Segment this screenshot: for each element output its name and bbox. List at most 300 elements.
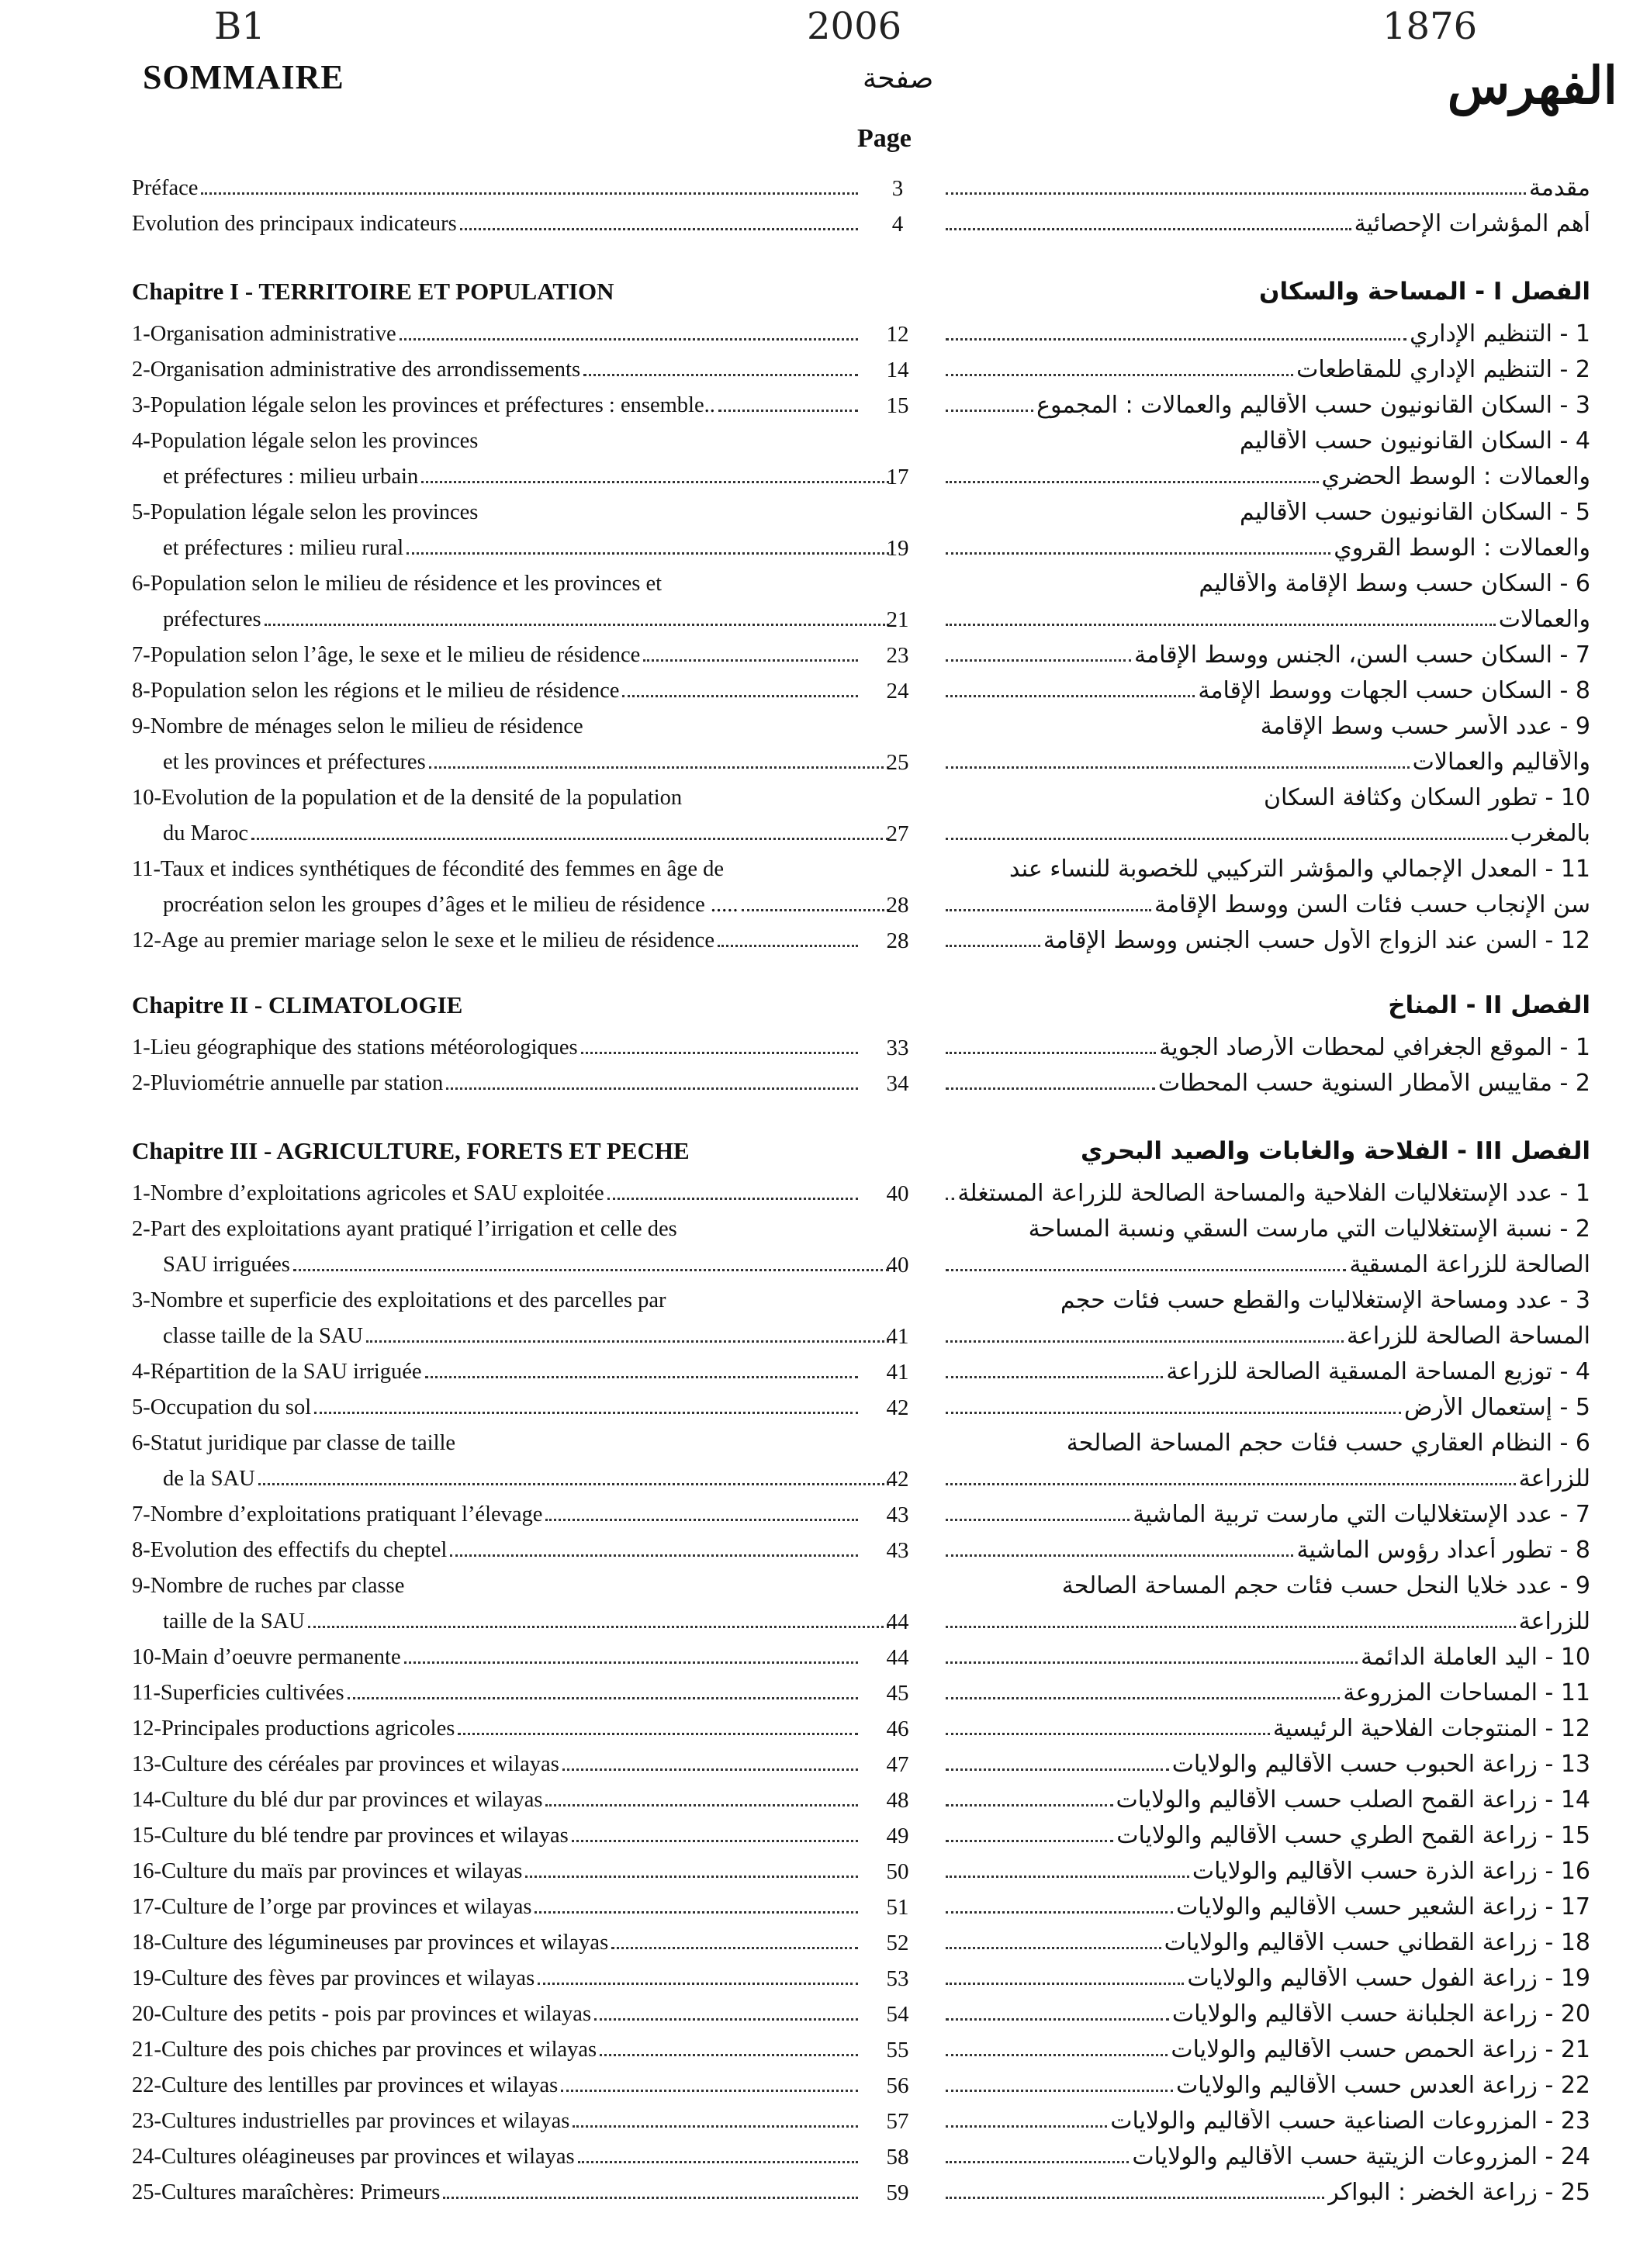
toc-entry-ch3-15-fr-line1-text: 15-Culture du blé tendre par provinces et wilayas <box>132 1824 569 1848</box>
toc-entry-ch3-3-ar-line2 <box>943 1314 1621 1350</box>
dot-leader <box>742 909 889 911</box>
toc-entry-ch3-17-ar-line1 <box>943 1885 1590 1921</box>
dot-leader <box>293 1269 889 1271</box>
dot-leader <box>946 1804 1113 1806</box>
toc-entry-ch3-5-fr-line1 <box>132 1385 861 1421</box>
toc-entry-ch3-2-fr-line2 <box>132 1243 892 1278</box>
toc-entry-ch1-4-ar-line1-text: 4 - السكان القانونيون حسب الأقاليم <box>1240 427 1590 455</box>
page-number: 28 <box>886 928 909 953</box>
toc-entry-ch3-14-fr-line1 <box>132 1778 861 1813</box>
dot-leader <box>946 695 1195 697</box>
toc-entry-ch3-22-fr-line1-text: 22-Culture des lentilles par provinces et wilayas <box>132 2073 559 2098</box>
toc-entry-ch3-23-ar-line1 <box>943 2099 1590 2135</box>
toc-entry-ch1-6-ar-line2 <box>943 597 1621 633</box>
toc-entry-ch3-1-fr-line1 <box>132 1171 861 1207</box>
dot-leader <box>265 624 889 626</box>
toc-entry-ch1-9-fr-line2 <box>132 740 892 776</box>
toc-entry-ch3-24-ar-line1 <box>943 2135 1590 2170</box>
toc-entry-ch1-6-fr-line1 <box>132 562 861 597</box>
toc-entry-ch1-5-ar-line1 <box>943 490 1590 526</box>
toc-entry-ch1-11-ar-line1-text: 11 - المعدل الإجمالي والمؤشر التركيبي للخصوبة للنساء عند <box>1009 856 1590 883</box>
toc-entry-ch3-14-ar-line1-text: 14 - زراعة القمح الصلب حسب الأقاليم والولايات <box>1116 1786 1590 1813</box>
dot-leader <box>308 1626 889 1628</box>
toc-entry-ch3-2-fr-line1-text: 2-Part des exploitations ayant pratiqué l’irrigation et celle des <box>132 1217 677 1242</box>
toc-entry-ch1-6-ar-line2-text: والعمالات <box>1498 606 1590 633</box>
page-number: 19 <box>886 536 909 561</box>
toc-entry-ch3-12-ar-line1-text: 12 - المنتوجات الفلاحية الرئيسية <box>1272 1715 1590 1742</box>
toc-entry-ch3-23-fr-line1 <box>132 2099 861 2135</box>
toc-entry-ch1-11-fr-line2-text: procréation selon les groupes d’âges et le milieu de résidence ..... <box>163 893 739 918</box>
toc-entry-ch3-23-fr-line1-text: 23-Cultures industrielles par provinces et wilayas <box>132 2109 570 2134</box>
page-number: 54 <box>886 2002 909 2027</box>
toc-entry-ch1-7-ar-line1-text: 7 - السكان حسب السن، الجنس ووسط الإقامة <box>1134 641 1590 669</box>
chapter-title-fr-3: Chapitre III - AGRICULTURE, FORETS ET PECHE <box>132 1137 690 1164</box>
toc-entry-ch3-25-fr-line1 <box>132 2170 861 2206</box>
toc-entry-ch3-16-fr-line1 <box>132 1849 861 1885</box>
toc-entry-ch2-1-ar-line1 <box>943 1025 1590 1061</box>
toc-entry-ch3-9-fr-line1 <box>132 1564 861 1599</box>
toc-entry-ch1-9-ar-line1-text: 9 - عدد الأسر حسب وسط الإقامة <box>1260 713 1590 740</box>
toc-entry-ch3-19-fr-line1-text: 19-Culture des fèves par provinces et wilayas <box>132 1966 535 1991</box>
toc-entry-ch1-6-ar-line1-text: 6 - السكان حسب وسط الإقامة والأقاليم <box>1199 570 1590 597</box>
toc-entry-ch3-16-ar-line1 <box>943 1849 1590 1885</box>
page-number: 55 <box>886 2038 909 2062</box>
toc-entry-ch2-2-fr-line1 <box>132 1061 861 1097</box>
toc-entry-ch1-9-fr-line1-text: 9-Nombre de ménages selon le milieu de résidence <box>132 714 583 739</box>
toc-entry-ch3-4-fr-line1 <box>132 1350 861 1385</box>
page-number: 40 <box>886 1181 909 1206</box>
dot-leader <box>538 1983 858 1985</box>
dot-leader <box>201 192 858 195</box>
toc-entry-ch1-6-fr-line1-text: 6-Population selon le milieu de résidence et les provinces et <box>132 572 663 596</box>
handwritten-note-right: 1876 <box>1382 5 1478 48</box>
toc-entry-ch3-8-ar-line1-text: 8 - تطور أعداد رؤوس الماشية <box>1296 1537 1590 1564</box>
dot-leader <box>946 1911 1173 1914</box>
toc-entry-ch3-17-ar-line1-text: 17 - زراعة الشعير حسب الأقاليم والولايات <box>1176 1893 1590 1921</box>
toc-entry-ch3-11-fr-line1-text: 11-Superficies cultivées <box>132 1681 344 1706</box>
dot-leader <box>946 1052 1156 1054</box>
dot-leader <box>946 1412 1401 1414</box>
toc-entry-ch3-13-fr-line1-text: 13-Culture des céréales par provinces et wilayas <box>132 1752 559 1777</box>
toc-entry-ch3-5-ar-line1 <box>943 1385 1590 1421</box>
toc-entry-ch1-2-fr-line1-text: 2-Organisation administrative des arrondissements <box>132 358 581 382</box>
page-number: 27 <box>886 821 909 846</box>
dot-leader <box>460 228 858 230</box>
toc-entry-ch2-2-ar-line1 <box>943 1061 1590 1097</box>
toc-entry-ch3-9-ar-line1-text: 9 - عدد خلايا النحل حسب فئات حجم المساحة الصالحة <box>1061 1572 1590 1599</box>
toc-entry-ch3-22-ar-line1 <box>943 2063 1590 2099</box>
dot-leader <box>946 1768 1169 1771</box>
toc-entry-ch3-24-fr-line1-text: 24-Cultures oléagineuses par provinces et wilayas <box>132 2145 575 2169</box>
dot-leader <box>946 1483 1516 1485</box>
toc-entry-ch1-8-ar-line1-text: 8 - السكان حسب الجهات ووسط الإقامة <box>1198 677 1590 704</box>
toc-entry-ch1-11-fr-line1-text: 11-Taux et indices synthétiques de fécondité des femmes en âge de <box>132 857 725 882</box>
toc-entry-ch1-3-ar-line1 <box>943 383 1590 419</box>
toc-entry-ch1-7-fr-line1 <box>132 633 861 669</box>
toc-entry-ch3-3-fr-line2-text: classe taille de la SAU <box>163 1324 364 1349</box>
toc-entry-ch3-11-fr-line1 <box>132 1671 861 1706</box>
toc-entry-ch1-11-ar-line1 <box>943 847 1590 883</box>
dot-leader <box>443 2197 858 2199</box>
dot-leader <box>946 2125 1107 2128</box>
handwritten-note-year: 2006 <box>807 5 902 48</box>
toc-entry-ch3-6-ar-line2 <box>943 1457 1621 1492</box>
toc-entry-ch3-4-ar-line1-text: 4 - توزيع المساحة المسقية الصالحة للزراعة <box>1166 1358 1590 1385</box>
toc-entry-intro-1-text: Préface <box>132 176 199 201</box>
toc-entry-ch3-6-ar-line1-text: 6 - النظام العقاري حسب فئات حجم المساحة الصالحة <box>1066 1430 1590 1457</box>
dot-leader <box>600 2054 858 2056</box>
toc-entry-ch3-6-ar-line1 <box>943 1421 1590 1457</box>
dot-leader <box>946 1269 1346 1271</box>
toc-entry-ch1-1-fr-line1-text: 1-Organisation administrative <box>132 322 396 347</box>
dot-leader <box>407 552 889 555</box>
toc-entry-ch3-5-fr-line1-text: 5-Occupation du sol <box>132 1395 312 1420</box>
page-number: 51 <box>886 1895 909 1920</box>
dot-leader <box>946 374 1293 376</box>
dot-leader <box>946 1733 1270 1735</box>
toc-entry-ch3-4-ar-line1 <box>943 1350 1590 1385</box>
page-number: 42 <box>886 1467 909 1492</box>
toc-entry-ch1-10-ar-line1-text: 10 - تطور السكان وكثافة السكان <box>1264 784 1590 811</box>
dot-leader <box>946 1554 1293 1557</box>
toc-entry-ch3-7-fr-line1 <box>132 1492 861 1528</box>
toc-entry-ch3-14-ar-line1 <box>943 1778 1590 1813</box>
toc-entry-ch1-2-ar-line1 <box>943 347 1590 383</box>
toc-entry-ch3-14-fr-line1-text: 14-Culture du blé dur par provinces et wilayas <box>132 1788 543 1813</box>
dot-leader <box>258 1483 889 1485</box>
toc-entry-ch3-6-ar-line2-text: للزراعة <box>1518 1465 1590 1492</box>
page-number: 46 <box>886 1717 909 1741</box>
toc-entry-ch3-12-fr-line1 <box>132 1706 861 1742</box>
dot-leader <box>946 766 1410 769</box>
page-number: 14 <box>886 358 909 382</box>
toc-entry-ch3-9-ar-line1 <box>943 1564 1590 1599</box>
dot-leader <box>366 1340 889 1343</box>
dot-leader <box>425 1376 858 1378</box>
toc-entry-ch3-10-ar-line1 <box>943 1635 1590 1671</box>
dot-leader <box>525 1876 858 1878</box>
dot-leader <box>946 1626 1516 1628</box>
title-arabic: الفهرس <box>1447 58 1617 115</box>
toc-entry-ch1-9-ar-line2-text: والأقاليم والعمالات <box>1412 749 1590 776</box>
toc-entry-ch3-8-fr-line1-text: 8-Evolution des effectifs du cheptel <box>132 1538 448 1563</box>
toc-entry-ch2-1-ar-line1-text: 1 - الموقع الجغرافي لمحطات الأرصاد الجوية <box>1159 1034 1590 1061</box>
page-number: 23 <box>886 643 909 668</box>
toc-entry-ch1-10-fr-line2 <box>132 811 892 847</box>
toc-entry-ch1-3-fr-line1 <box>132 383 861 419</box>
page-number: 3 <box>891 176 904 201</box>
dot-leader <box>594 2018 858 2021</box>
toc-entry-ch3-17-fr-line1 <box>132 1885 861 1921</box>
toc-entry-ch3-15-ar-line1-text: 15 - زراعة القمح الطري حسب الأقاليم والولايات <box>1116 1822 1590 1849</box>
toc-entry-ch3-19-ar-line1 <box>943 1956 1590 1992</box>
toc-entry-ch1-12-fr-line1-text: 12-Age au premier mariage selon le sexe et le milieu de résidence <box>132 928 714 953</box>
dot-leader <box>611 1947 858 1949</box>
dot-leader <box>450 1554 858 1557</box>
toc-entry-ch3-6-fr-line1-text: 6-Statut juridique par classe de taille <box>132 1431 456 1456</box>
toc-entry-ch1-11-ar-line2 <box>943 883 1621 918</box>
toc-entry-ch3-18-ar-line1 <box>943 1921 1590 1956</box>
dot-leader <box>946 552 1330 555</box>
toc-entry-intro-2-text: Evolution des principaux indicateurs <box>132 212 457 237</box>
page-number: 47 <box>886 1752 909 1777</box>
toc-entry-ch3-9-fr-line2 <box>132 1599 892 1635</box>
page-number: 49 <box>886 1824 909 1848</box>
dot-leader <box>429 766 889 769</box>
dot-leader <box>545 1804 858 1806</box>
toc-entry-ch1-10-ar-line1 <box>943 776 1590 811</box>
page-number: 21 <box>886 607 909 632</box>
toc-entry-ch1-5-fr-line2-text: et préfectures : milieu rural <box>163 536 404 561</box>
toc-entry-ch1-4-fr-line1-text: 4-Population légale selon les provinces <box>132 429 479 454</box>
page-number: 48 <box>886 1788 909 1813</box>
toc-entry-ch1-10-fr-line2-text: du Maroc <box>163 821 249 846</box>
dot-leader <box>946 1840 1113 1842</box>
toc-entry-ch3-6-fr-line2-text: de la SAU <box>163 1467 255 1492</box>
toc-entry-ch1-5-fr-line2 <box>132 526 892 562</box>
toc-entry-ch3-9-fr-line1-text: 9-Nombre de ruches par classe <box>132 1574 405 1599</box>
dot-leader <box>545 1519 858 1521</box>
toc-entry-ch3-2-fr-line2-text: SAU irriguées <box>163 1253 290 1277</box>
dot-leader <box>404 1661 858 1664</box>
toc-entry-ch3-21-fr-line1-text: 21-Culture des pois chiches par provinces et wilayas <box>132 2038 597 2062</box>
toc-entry-ch3-3-ar-line1 <box>943 1278 1590 1314</box>
page-number: 41 <box>886 1324 909 1349</box>
toc-entry-ch3-2-ar-line1 <box>943 1207 1590 1243</box>
dot-leader <box>421 481 889 483</box>
toc-entry-ch3-12-ar-line1 <box>943 1706 1590 1742</box>
toc-entry-ch3-7-ar-line1 <box>943 1492 1590 1528</box>
toc-entry-ch1-5-ar-line2-text: والعمالات : الوسط القروي <box>1334 534 1590 562</box>
toc-entry-ch3-18-fr-line1 <box>132 1921 861 1956</box>
toc-entry-ch3-21-ar-line1 <box>943 2028 1590 2063</box>
toc-entry-ch3-13-ar-line1 <box>943 1742 1590 1778</box>
toc-entry-ch3-17-fr-line1-text: 17-Culture de l’orge par provinces et wilayas <box>132 1895 532 1920</box>
toc-entry-ch1-3-fr-line1-text: 3-Population légale selon les provinces et préfectures : ensemble.. <box>132 393 715 418</box>
toc-entry-ch2-2-fr-line1-text: 2-Pluviométrie annuelle par station <box>132 1071 444 1096</box>
toc-entry-ch1-8-fr-line1 <box>132 669 861 704</box>
toc-entry-ch3-18-fr-line1-text: 18-Culture des légumineuses par provinces et wilayas <box>132 1931 609 1955</box>
toc-entry-ch2-2-ar-line1-text: 2 - مقاييس الأمطار السنوية حسب المحطات <box>1157 1070 1590 1097</box>
dot-leader <box>946 410 1033 412</box>
chapter-title-ar-3: الفصل III - الفلاحة والغابات والصيد البحري <box>1081 1137 1590 1165</box>
toc-entry-ch3-20-ar-line1-text: 20 - زراعة الجلبانة حسب الأقاليم والولايات <box>1171 2000 1590 2028</box>
toc-entry-ch1-10-fr-line1 <box>132 776 861 811</box>
dot-leader <box>946 1376 1163 1378</box>
dot-leader <box>946 945 1040 947</box>
toc-entry-ch3-10-fr-line1 <box>132 1635 861 1671</box>
dot-leader <box>718 410 858 412</box>
dot-leader <box>251 838 889 840</box>
dot-leader <box>946 2090 1173 2092</box>
dot-leader <box>946 1087 1155 1090</box>
page-number: 24 <box>886 679 909 704</box>
chapter-title-fr-2: Chapitre II - CLIMATOLOGIE <box>132 991 463 1018</box>
toc-entry-ch1-4-fr-line2-text: et préfectures : milieu urbain <box>163 465 419 489</box>
toc-entry-ch3-1-fr-line1-text: 1-Nombre d’exploitations agricoles et SAU exploitée <box>132 1181 604 1206</box>
dot-leader <box>573 2125 858 2128</box>
toc-entry-ch3-3-ar-line1-text: 3 - عدد ومساحة الإستغلاليات والقطع حسب فئات حجم <box>1060 1287 1590 1314</box>
toc-entry-ch3-13-ar-line1-text: 13 - زراعة الحبوب حسب الأقاليم والولايات <box>1171 1751 1590 1778</box>
dot-leader <box>718 945 858 947</box>
page-number: 59 <box>886 2180 909 2205</box>
toc-entry-ch1-10-fr-line1-text: 10-Evolution de la population et de la densité de la population <box>132 786 683 811</box>
toc-entry-ch1-2-ar-line1-text: 2 - التنظيم الإداري للمقاطعات <box>1296 356 1590 383</box>
dot-leader <box>946 1340 1344 1343</box>
toc-entry-ch3-7-ar-line1-text: 7 - عدد الإستغلاليات التي مارست تربية الماشية <box>1133 1501 1590 1528</box>
page-number: 40 <box>886 1253 909 1277</box>
page-label-arabic: صفحة <box>863 63 934 94</box>
toc-entry-ch3-13-fr-line1 <box>132 1742 861 1778</box>
page-number: 25 <box>886 750 909 775</box>
toc-entry-ch3-24-fr-line1 <box>132 2135 861 2170</box>
title-french: SOMMAIRE <box>143 58 344 96</box>
toc-entry-ch1-10-ar-line2 <box>943 811 1621 847</box>
toc-entry-ch1-5-fr-line1-text: 5-Population légale selon les provinces <box>132 500 479 525</box>
toc-entry-ch3-16-fr-line1-text: 16-Culture du maïs par provinces et wilayas <box>132 1859 523 1884</box>
dot-leader <box>946 2054 1168 2056</box>
dot-leader <box>314 1412 858 1414</box>
toc-entry-ch1-4-ar-line2 <box>943 455 1621 490</box>
toc-entry-ch1-1-ar-line1-text: 1 - التنظيم الإداري <box>1410 320 1590 347</box>
toc-entry-ch3-3-fr-line2 <box>132 1314 892 1350</box>
dot-leader <box>622 695 858 697</box>
toc-entry-ch3-25-ar-line1-text: 25 - زراعة الخضر : البواكر <box>1327 2179 1590 2206</box>
toc-entry-ch3-6-fr-line2 <box>132 1457 892 1492</box>
dot-leader <box>572 1840 858 1842</box>
toc-entry-ch3-9-fr-line2-text: taille de la SAU <box>163 1609 305 1634</box>
toc-entry-ch3-25-fr-line1-text: 25-Cultures maraîchères: Primeurs <box>132 2180 441 2205</box>
toc-entry-ch1-3-ar-line1-text: 3 - السكان القانونيون حسب الأقاليم والعمالات : المجموع <box>1036 392 1590 419</box>
dot-leader <box>946 624 1496 626</box>
toc-entry-ch1-6-fr-line2 <box>132 597 892 633</box>
page-number: 4 <box>891 212 904 237</box>
page-number: 28 <box>886 893 909 918</box>
dot-leader <box>946 1198 954 1200</box>
toc-entry-ch3-8-fr-line1 <box>132 1528 861 1564</box>
toc-entry-ch3-15-ar-line1 <box>943 1813 1590 1849</box>
toc-entry-ch1-12-ar-line1-text: 12 - السن عند الزواج الأول حسب الجنس ووسط الإقامة <box>1043 927 1590 954</box>
toc-entry-ch3-19-ar-line1-text: 19 - زراعة الفول حسب الأقاليم والولايات <box>1187 1965 1590 1992</box>
toc-entry-ch3-2-fr-line1 <box>132 1207 861 1243</box>
toc-entry-ch3-5-ar-line1-text: 5 - إستعمال الأرض <box>1403 1394 1590 1421</box>
toc-entry-intro-ar-2 <box>943 202 1590 237</box>
dot-leader <box>458 1733 858 1735</box>
toc-entry-ch1-11-fr-line2 <box>132 883 892 918</box>
toc-entry-ch3-2-ar-line2 <box>943 1243 1621 1278</box>
toc-entry-ch3-9-ar-line2 <box>943 1599 1621 1635</box>
toc-entry-ch3-22-fr-line1 <box>132 2063 861 2099</box>
toc-entry-ch1-9-ar-line1 <box>943 704 1590 740</box>
toc-entry-ch3-9-ar-line2-text: للزراعة <box>1518 1608 1590 1635</box>
page-number: 34 <box>886 1071 909 1096</box>
toc-entry-ch1-4-fr-line1 <box>132 419 861 455</box>
toc-entry-ch3-12-fr-line1-text: 12-Principales productions agricoles <box>132 1717 455 1741</box>
page-number: 12 <box>886 322 909 347</box>
chapter-title-fr-1: Chapitre I - TERRITOIRE ET POPULATION <box>132 278 614 305</box>
dot-leader <box>946 1697 1340 1699</box>
page-number: 53 <box>886 1966 909 1991</box>
dot-leader <box>946 659 1131 662</box>
toc-entry-ch3-6-fr-line1 <box>132 1421 861 1457</box>
dot-leader <box>643 659 858 662</box>
dot-leader <box>946 338 1406 341</box>
dot-leader <box>446 1087 858 1090</box>
dot-leader <box>946 1983 1184 1985</box>
dot-leader <box>581 1052 858 1054</box>
toc-entry-ch1-9-fr-line1 <box>132 704 861 740</box>
toc-entry-ch3-20-fr-line1 <box>132 1992 861 2028</box>
page-number: 52 <box>886 1931 909 1955</box>
toc-entry-ch1-9-ar-line2 <box>943 740 1621 776</box>
dot-leader <box>607 1198 858 1200</box>
toc-entry-ch1-1-ar-line1 <box>943 312 1590 347</box>
toc-entry-ch1-12-fr-line1 <box>132 918 861 954</box>
page-number: 42 <box>886 1395 909 1420</box>
page-number: 15 <box>886 393 909 418</box>
toc-entry-ch1-8-fr-line1-text: 8-Population selon les régions et le milieu de résidence <box>132 679 620 704</box>
toc-entry-ch1-11-fr-line1 <box>132 847 861 883</box>
toc-entry-ch1-5-ar-line2 <box>943 526 1621 562</box>
toc-entry-ch1-5-fr-line1 <box>132 490 861 526</box>
page-number: 17 <box>886 465 909 489</box>
page-number: 56 <box>886 2073 909 2098</box>
toc-entry-ch3-20-fr-line1-text: 20-Culture des petits - pois par provinces et wilayas <box>132 2002 592 2027</box>
dot-leader <box>946 1519 1130 1521</box>
dot-leader <box>946 192 1526 195</box>
dot-leader <box>946 2018 1169 2021</box>
toc-entry-ch1-8-ar-line1 <box>943 669 1590 704</box>
toc-entry-ch1-7-fr-line1-text: 7-Population selon l’âge, le sexe et le milieu de résidence <box>132 643 641 668</box>
toc-entry-ch1-2-fr-line1 <box>132 347 861 383</box>
toc-entry-ch3-15-fr-line1 <box>132 1813 861 1849</box>
toc-entry-ch3-21-ar-line1-text: 21 - زراعة الحمص حسب الأقاليم والولايات <box>1171 2036 1590 2063</box>
page-number: 43 <box>886 1502 909 1527</box>
dot-leader <box>400 338 858 341</box>
toc-entry-ch3-3-fr-line1 <box>132 1278 861 1314</box>
page-number: 43 <box>886 1538 909 1563</box>
toc-entry-intro-1 <box>132 166 861 202</box>
toc-entry-ch3-4-fr-line1-text: 4-Répartition de la SAU irriguée <box>132 1360 422 1385</box>
toc-entry-ch3-18-ar-line1-text: 18 - زراعة القطاني حسب الأقاليم والولايات <box>1164 1929 1590 1956</box>
dot-leader <box>535 1911 858 1914</box>
dot-leader <box>946 2197 1324 2199</box>
toc-entry-ch3-16-ar-line1-text: 16 - زراعة الذرة حسب الأقاليم والولايات <box>1192 1858 1590 1885</box>
toc-entry-ch1-11-ar-line2-text: سن الإنجاب حسب فئات السن ووسط الإقامة <box>1154 891 1590 918</box>
toc-entry-ch3-10-ar-line1-text: 10 - اليد العاملة الدائمة <box>1361 1644 1590 1671</box>
toc-entry-ch1-9-fr-line2-text: et les provinces et préfectures <box>163 750 426 775</box>
toc-entry-ch3-3-ar-line2-text: المساحة الصالحة للزراعة <box>1346 1322 1590 1350</box>
page-column-label: Page <box>857 124 912 153</box>
toc-entry-ch3-2-ar-line2-text: الصالحة للزراعة المسقية <box>1349 1251 1590 1278</box>
chapter-title-ar-1: الفصل I - المساحة والسكان <box>1259 278 1590 306</box>
toc-entry-ch1-6-fr-line2-text: préfectures <box>163 607 261 632</box>
toc-entry-ch3-21-fr-line1 <box>132 2028 861 2063</box>
toc-entry-intro-2 <box>132 202 861 237</box>
toc-entry-ch1-1-fr-line1 <box>132 312 861 347</box>
toc-entry-ch2-1-fr-line1 <box>132 1025 861 1061</box>
dot-leader <box>946 1661 1358 1664</box>
dot-leader <box>583 374 858 376</box>
toc-entry-ch3-22-ar-line1-text: 22 - زراعة العدس حسب الأقاليم والولايات <box>1176 2072 1590 2099</box>
dot-leader <box>946 481 1319 483</box>
page-number: 58 <box>886 2145 909 2169</box>
toc-entry-ch3-10-fr-line1-text: 10-Main d’oeuvre permanente <box>132 1645 401 1670</box>
toc-entry-ch3-24-ar-line1-text: 24 - المزروعات الزيتية حسب الأقاليم والولايات <box>1132 2143 1590 2170</box>
dot-leader <box>946 838 1507 840</box>
dot-leader <box>578 2161 858 2163</box>
toc-entry-ch1-12-ar-line1 <box>943 918 1590 954</box>
